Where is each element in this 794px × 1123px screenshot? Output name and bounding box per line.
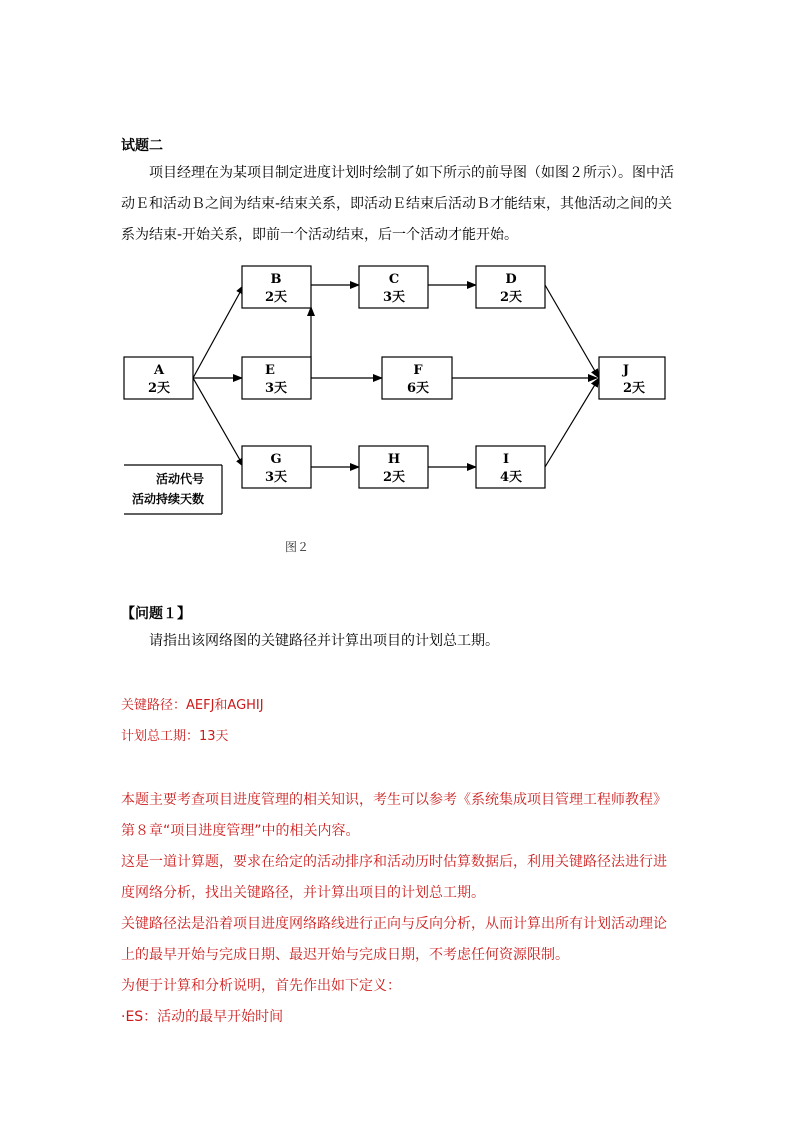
node-g-duration: 3天 (264, 470, 288, 485)
explanation-line: 第８章“项目进度管理”中的相关内容。 (121, 823, 360, 839)
edge-i-j (545, 378, 599, 467)
node-a-duration: 2天 (147, 381, 171, 396)
node-h-code: H (387, 452, 401, 467)
node-e-duration: 3天 (264, 381, 288, 396)
figure-caption: 图２ (285, 540, 310, 554)
node-j-code: J (622, 363, 630, 378)
edge-a-b (193, 285, 244, 378)
node-e-code: E (265, 363, 275, 378)
node-b-code: B (270, 272, 282, 287)
node-i-duration: 4天 (499, 470, 523, 485)
node-c-code: C (388, 272, 400, 287)
edge-d-j (545, 285, 599, 378)
explanation-line: 度网络分析，找出关键路径，并计算出项目的计划总工期。 (121, 885, 485, 901)
node-c-duration: 3天 (382, 290, 406, 305)
legend-line-2: 活动持续天数 (132, 492, 205, 506)
explanation-line: 关键路径法是沿着项目进度网络路线进行正向与反向分析，从而计算出所有计划活动理论 (121, 916, 667, 932)
node-f-code: F (413, 363, 423, 378)
node-a-code: A (153, 363, 165, 378)
node-i-code: I (502, 452, 510, 467)
explanation-block-4 (121, 971, 681, 1033)
node-j-duration: 2天 (622, 381, 646, 396)
question-title: 试题二 (121, 138, 163, 154)
problem1-title: 【问题１】 (121, 606, 191, 622)
explanation-line: 上的最早开始与完成日期、最迟开始与完成日期，不考虑任何资源限制。 (121, 947, 569, 963)
intro-line: 动Ｅ和活动Ｂ之间为结束-结束关系，即活动Ｅ结束后活动Ｂ才能结束，其他活动之间的关 (121, 196, 673, 212)
explanation-line: 本题主要考查项目进度管理的相关知识，考生可以参考《系统集成项目管理工程师教程》 (121, 792, 667, 808)
answer-critical-path: 关键路径：AEFJ和AGHIJ (121, 698, 264, 713)
problem1-prompt: 请指出该网络图的关键路径并计算出项目的计划总工期。 (149, 633, 499, 649)
intro-line: 项目经理在为某项目制定进度计划时绘制了如下所示的前导图（如图２所示）。图中活 (149, 165, 674, 181)
answer-total-duration: 计划总工期：13天 (121, 729, 229, 744)
intro-line: 系为结束-开始关系，即前一个活动结束，后一个活动才能开始。 (121, 227, 519, 243)
explanation-block-2 (121, 847, 681, 909)
explanation-line: 这是一道计算题，要求在给定的活动排序和活动历时估算数据后，利用关键路径法进行进 (121, 854, 667, 870)
edge-a-g (193, 378, 244, 467)
precedence-diagram (118, 258, 678, 520)
node-b-duration: 2天 (264, 290, 288, 305)
node-f-duration: 6天 (406, 381, 430, 396)
explanation-block-3 (121, 909, 681, 971)
legend-line-1: 活动代号 (156, 472, 205, 486)
explanation-line: 为便于计算和分析说明，首先作出如下定义： (121, 978, 401, 994)
explanation-block-1 (121, 785, 681, 847)
node-d-code: D (505, 272, 517, 287)
problem1-prompt-block (121, 626, 681, 657)
explanation-bullet: ·ES：活动的最早开始时间 (121, 1009, 284, 1025)
node-d-duration: 2天 (499, 290, 523, 305)
node-h-duration: 2天 (382, 470, 406, 485)
node-g-code: G (270, 452, 282, 467)
question-intro (121, 158, 681, 251)
